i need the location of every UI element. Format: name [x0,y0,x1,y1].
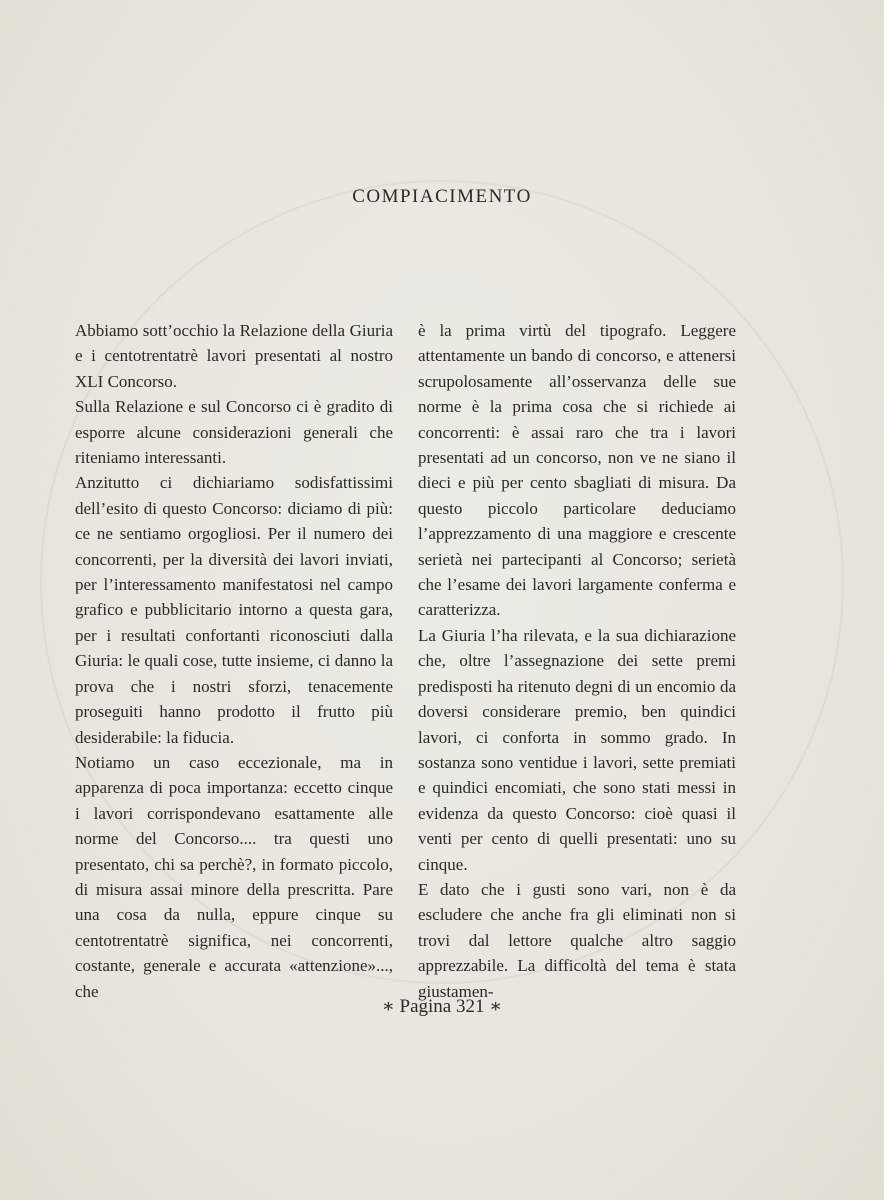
page-title: COMPIACIMENTO [352,186,532,207]
paragraph: Anzitutto ci dichiariamo sodisfattissimi dell’esito di questo Concorso: diciamo di più: ce ne sentiamo orgogliosi. Per il numero dei concorrenti, per la diversità dei lavori inviati, per l’interessamento manifestatosi nel campo grafico e pubblicitario intorno a questa gara, per i resultati confortanti riconosciuti dalla Giuria: le quali cose, tutte insieme, ci danno la prova che i nostri sforzi, tenacemente proseguiti hanno prodotto il frutto più desiderabile: la fiducia. [75,473,393,747]
paragraph: E dato che i gusti sono vari, non è da escludere che anche fra gli eliminati non si trovi dal lettore qualche altro saggio apprezzabile. La difficoltà del tema è stata giustamen- [418,879,736,1001]
paragraph: La Giuria l’ha rilevata, e la sua dichiarazione che, oltre l’assegnazione dei sette premi predisposti ha ritenuto degni di un encomio da doversi considerare premio, ben quindici lavori, ci conforta in sommo grado. In sostanza sono ventidue i lavori, sette premiati e quindici encomiati, che sono stati messi in evidenza da questo Concorso: cioè quasi il venti per cento di quelli presentati: uno su cinque. [418,625,736,874]
left-column [75,318,393,1004]
paragraph: Sulla Relazione e sul Concorso ci è gradito di esporre alcune considerazioni generali che riteniamo interessanti. [75,397,393,468]
paragraph: Abbiamo sott’occhio la Relazione della Giuria e i centotrentatrè lavori presentati al nostro XLI Concorso. [75,321,393,391]
right-column [418,318,736,1004]
paragraph: è la prima virtù del tipografo. Leggere attentamente un bando di concorso, e attenersi scrupolosamente all’osservanza delle sue norme è la prima cosa che si richiede ai concorrenti: è assai raro che tra i lavori presentati ad un concorso, non ve ne siano il dieci e più per cento sbagliati di misura. Da questo piccolo particolare deduciamo l’apprezzamento di una maggiore e crescente serietà nei partecipanti al Concorso; serietà che l’esame dei lavori largamente conferma e caratterizza. [418,321,736,620]
page-number: ∗ Pagina 321 ∗ [381,996,503,1017]
paragraph: Notiamo un caso eccezionale, ma in apparenza di poca importanza: eccetto cinque i lavori corrispondevano esattamente alle norme del Concorso.... tra questi uno presentato, chi sa perchè?, in formato piccolo, di misura assai minore della prescritta. Pare una cosa da nulla, eppure cinque su centotrentatrè significa, nei concorrenti, costante, generale e accurata «attenzione»..., che [75,752,393,1001]
